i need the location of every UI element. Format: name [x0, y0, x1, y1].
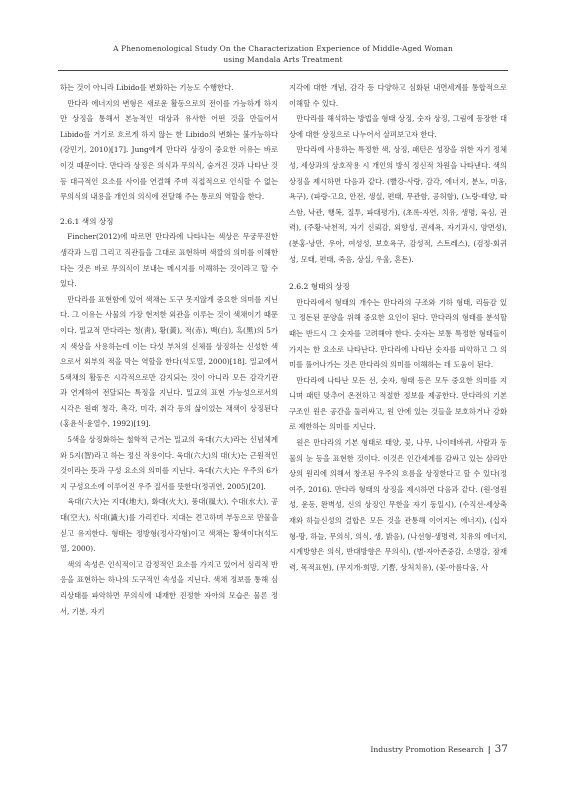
paragraph: 만다라를 표현함에 있어 색채는 도구 못지않게 중요한 의미를 지닌다. 그 이유는 사물의 가장 현저한 외관을 이루는 것이 색채이기 때문이다. 밀교적 만다라는 청(靑), 황(黃), 적(赤), 백(白), 흑(黑)의 5가지 색상을 사용하는데 이는 다섯 부처의 신체를 상징하는 신성한 색으로서 외부의 적을 막는 역할을 한다(석도열, 2000)[18]. 밀교에서 5색채의 활동은 시각적으로만 감지되는 것이 아니라 모든 감각기관과 연계하여 전달되는 특징을 지닌다. 밀교의 표현 가능성으로서의 시각은 원래 청각, 촉각, 미각, 취각 등의 삶이었는 채색이 상징된다(홍윤식·윤열수, 1992)[19]. — [60, 294, 278, 429]
paragraph: 만다라를 해석하는 방법을 형태 상징, 숫자 상징, 그림에 등장한 대상에 대한 상징으로 나누어서 살펴보고자 한다. — [289, 114, 507, 139]
running-header-line-2: using Mandala Arts Treatment — [223, 54, 343, 64]
paragraph: 만다라에서 형태의 개수는 만다라의 구조와 기하 형태, 리듬감 있고 정돈된 문양을 위해 중요한 요인이 된다. 만다라의 형태를 분석할 때는 반드시 그 숫자를 고려해야 한다. 숫자는 보통 특정한 형태들이 가지는 한 요소로 나타난다. 만다라에 나타난 숫자를 파악하고 그 의미를 풀어나가는 것은 만다라의 의미를 이해하는 데 도움이 된다. — [289, 297, 507, 370]
paragraph: 만다라에 사용하는 특정한 색, 상징, 패턴은 성장을 위한 자기 정체성, 세상과의 상호작용 시 개인의 방식 정신적 차원을 나타낸다. 색의 상징을 제시하면 다음과 같다. (빨강-사랑, 감각, 에너지, 분노, 미움, 욕구), (파랑-고요, 안전, 생실, 편태, 무관함, 공허함), (노랑-태양, 따스함, 낙관, 행복, 질투, 파대평가), (초록-자연, 치유, 생명, 육심, 권력), (주황-낙천적, 자기 신뢰감, 외향성, 권세욕, 자기과시, 양면성), (분홍-낭만, 우아, 여성성, 보호욕구, 감성적, 스트레스), (검정-회귀성, 모태, 편태, 죽음, 상실, 우울, 혼돈). — [289, 145, 507, 264]
right-column — [289, 80, 507, 575]
section-heading-form-symbol: 2.6.2 형태의 상징 — [289, 282, 350, 292]
paragraph: 만다라에 나타난 모든 선, 숫자, 형태 등은 모두 중요한 의미를 지니며 패턴 맞추어 온전하고 적절한 정보를 제공한다. 만다라의 기본 구조인 원은 공간을 둘러싸고, 원 안에 있는 것들을 보호하거나 강화로 제한하는 의미를 지닌다. — [289, 375, 507, 432]
running-header — [0, 44, 566, 65]
left-column — [60, 80, 278, 619]
header-rule — [58, 70, 508, 71]
section-heading-color-symbol: 2.6.1 색의 상징 — [60, 216, 114, 226]
paragraph: 하는 것이 아니라 Libido를 변화하는 기능도 수행한다. — [60, 83, 234, 92]
spacer — [289, 267, 507, 279]
running-header-line-1: A Phenomenological Study On the Characterization Experience of Middle-Aged Woman — [113, 44, 453, 53]
paragraph: 색의 속성은 인식적이고 감정적인 요소를 가지고 있어서 심리적 반응을 표현하는 하나의 도구적인 속성을 지닌다. 색채 정보를 통해 심리상태를 파악하면 무의식에 내재한 진정한 자아의 모습은 물론 정서, 기분, 자기 — [60, 559, 278, 616]
page-number: 37 — [494, 743, 508, 755]
paragraph: 지각에 대한 개념, 감각 등 다양하고 심화된 내면세계를 통합적으로 이해할 수 있다. — [289, 83, 507, 108]
journal-name: Industry Promotion Research — [370, 744, 484, 754]
paragraph: 육대(六大)는 지대(地大), 화대(火大), 풍대(風大), 수대(水大), 공대(空大), 식대(識大)를 가리킨다. 지대는 견고하며 부동으로 만물을 싣고 유지한다. 형태는 정방형(정사각형)이고 색채는 황색이다(석도열, 2000). — [60, 497, 278, 554]
page-footer — [370, 743, 508, 755]
paragraph: 5색을 상징화하는 철학적 근거는 밀교의 육대(六大)라는 신념체계와 5지(智)라고 하는 정신 작용이다. 육대(六大)의 대(大)는 근원적인 것이라는 뜻과 구성 요소의 의미를 지닌다. 육대(六大)는 우주의 6가지 구성요소에 이루어진 우주 질서를 뜻한다(정귀연, 2005)[20]. — [60, 435, 278, 491]
separator-bar: | — [487, 744, 491, 754]
spacer — [60, 205, 278, 214]
paragraph: 원은 만다라의 기본 형태로 태양, 꽃, 나무, 나이테바퀴, 사람과 동물의 눈 등을 표현한 것이다. 이것은 인간세계를 감싸고 있는 삼라만상의 원리에 의해서 창조된 우주의 흐름을 상징한다고 할 수 있다(정여주, 2016). 만다라 형태의 상징을 제시하면 다음과 같다. (원-영원성, 운동, 완벽성, 신의 상징인 무한을 자기 동일시), (수직선-세상축재와 하늘신성의 결합은 모든 것을 관통해 이어지는 에너지), (십자형-땅, 하늘, 무의식, 의식, 생, 밝음), (나선형-생명력, 치유의 에너지, 시계방향은 의식, 반대방향은 무의식), (별-자아존중감, 소명감, 잠재력, 목적표현), (무지개-희망, 기쁨, 상처치유), (꽃-아름다움, 사 — [289, 438, 507, 572]
paragraph: Fincher(2012)에 따르면 만다라에 나타나는 색상은 무궁무진한 생각과 느낌 그리고 직관들을 그대로 표현하며 색깔의 의미를 이해한다는 것은 바로 무의식이 보내는 메시지를 이해하는 것이라고 할 수 있다. — [60, 232, 278, 289]
paragraph: 만다라 에너지의 변형은 새로운 활동으로의 전이를 가능하게 하지만 상징을 통해서 본능적인 대상과 유사한 어떤 것을 만들어서 Libido를 거기로 흐르게 하지 않는 한 Libido의 변화는 불가능하다(강민기, 2010)[17]. Jung에게 만다라 상징이 중요한 이유는 바로 이것 때문이다. 만다라 상징은 의식과 무의식, 숨겨진 것과 나타난 것 등 대극적인 요소를 사이를 연결해 주며 직접적으로 인식할 수 없는 무의식의 내용을 개인의 의식에 전달해 주는 통로의 역할을 한다. — [60, 98, 278, 202]
